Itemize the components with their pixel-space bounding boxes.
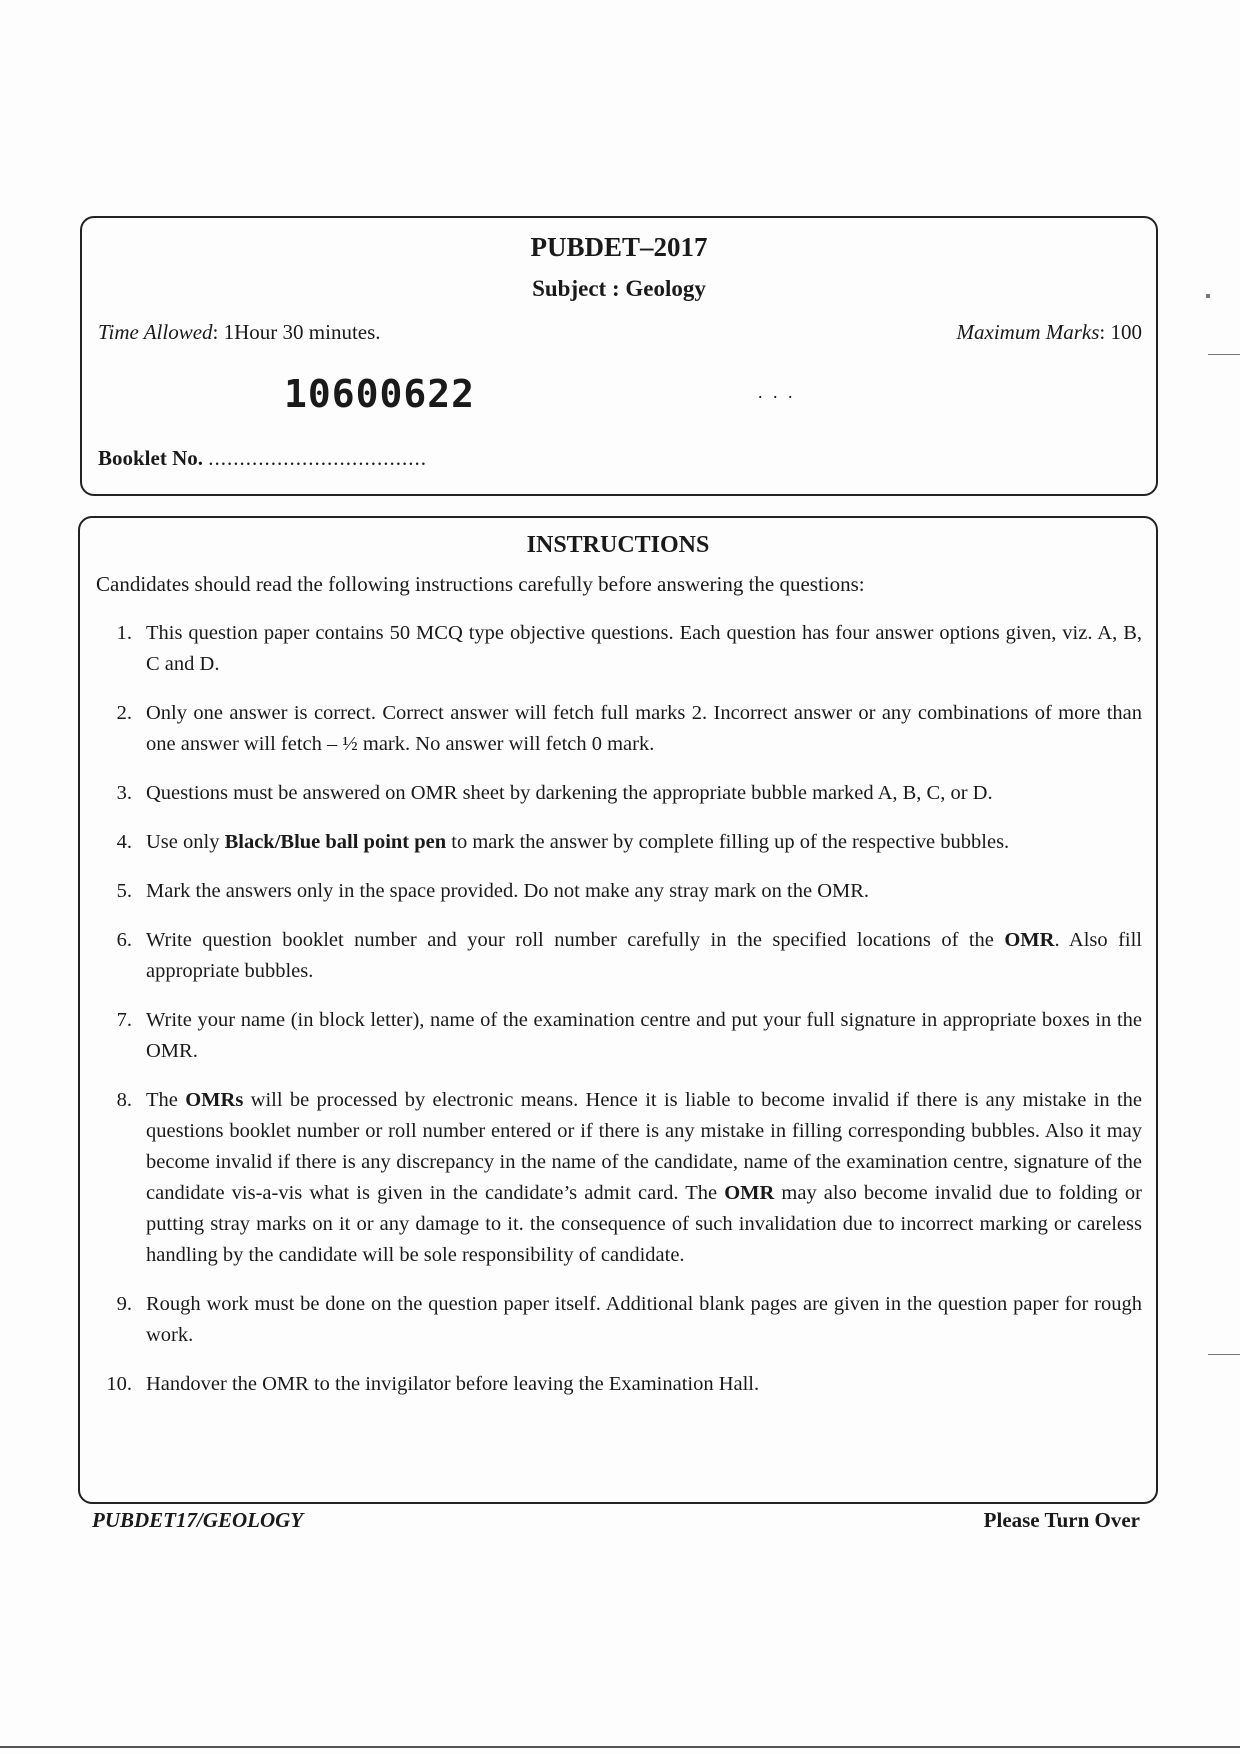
scan-edge-line (0, 1746, 1240, 1748)
item-text-mid: will be processed by electronic means. Hence it is liable to become invalid if there is any mistake in the questions booklet number or roll number entered or if there is any mistake in filling corresponding bubbles. Also it may become invalid if there is any discrepancy in the name of the candidate, name of the examination centre, signature of the candidate vis-a-vis what is given in the candidate’s admit card. The (146, 1089, 1143, 1204)
item-text-bold: OMRs (185, 1089, 244, 1111)
scan-speck (1208, 1354, 1240, 1355)
item-text: Only one answer is correct. Correct answer will fetch full marks 2. Incorrect answer or any combinations of more than one answer will fetch – ½ mark. No answer will fetch 0 mark. (146, 702, 1142, 755)
instruction-item (96, 1289, 1142, 1351)
item-number: 2. (116, 702, 132, 724)
item-text-post: may also become invalid due to folding or putting stray marks on it or any damage to it. the consequence of such invalidation due to incorrect marking or careless handling by the candidate will be sole responsibility of candidate. (146, 1182, 1142, 1266)
item-text-bold: Black/Blue ball point pen (224, 831, 447, 853)
instruction-item (96, 1369, 1142, 1400)
item-text-pre: Use only (146, 831, 225, 853)
instruction-item (96, 1085, 1142, 1271)
instruction-item (96, 827, 1142, 858)
subject-label: Subject (532, 276, 607, 301)
instruction-item (96, 698, 1142, 760)
item-text-post: to mark the answer by complete filling up of the respective bubbles. (446, 831, 1010, 853)
instruction-item (96, 618, 1142, 680)
item-number: 1. (116, 622, 132, 644)
scan-dots: . . . (758, 382, 796, 402)
time-allowed: Time Allowed: 1Hour 30 minutes. (98, 320, 381, 344)
paper-code: PUBDET17/GEOLOGY (92, 1508, 304, 1532)
booklet-label: Booklet No. (98, 446, 203, 470)
booklet-number (98, 446, 427, 471)
item-text: Questions must be answered on OMR sheet by darkening the appropriate bubble marked A, B, C, or D. (146, 782, 993, 804)
booklet-dotline: ................................... (208, 446, 427, 470)
turn-over-note: Please Turn Over (983, 1508, 1140, 1532)
exam-header-box (80, 216, 1158, 496)
instructions-list (96, 618, 1142, 1418)
item-text: Handover the OMR to the invigilator before leaving the Examination Hall. (146, 1373, 760, 1395)
instructions-intro: Candidates should read the following instructions carefully before answering the questions: (96, 572, 865, 596)
time-label: Time Allowed (98, 320, 213, 344)
instruction-item (96, 876, 1142, 907)
subject-value: Geology (625, 276, 706, 301)
item-text-pre: Write question booklet number and your roll number carefully in the specified locations of the (146, 929, 1005, 951)
time-value: 1Hour 30 minutes. (223, 320, 381, 344)
instructions-box (78, 516, 1158, 1504)
subject-line: Subject : Geology (532, 276, 706, 301)
marks-value: 100 (1110, 320, 1142, 344)
item-number: 7. (116, 1009, 132, 1031)
maximum-marks: Maximum Marks: 100 (956, 320, 1142, 344)
scan-speck (1208, 354, 1240, 355)
item-number: 6. (116, 929, 132, 951)
item-text: Rough work must be done on the question paper itself. Additional blank pages are given in the question paper for rough work. (146, 1293, 1142, 1346)
scan-speck (1206, 294, 1210, 298)
item-text: This question paper contains 50 MCQ type objective questions. Each question has four answer options given, viz. A, B, C and D. (146, 622, 1142, 675)
item-text-pre: The (146, 1089, 186, 1111)
item-number: 5. (116, 880, 132, 902)
item-number: 9. (116, 1293, 132, 1315)
item-text: Mark the answers only in the space provided. Do not make any stray mark on the OMR. (146, 880, 870, 902)
item-text: Write your name (in block letter), name of the examination centre and put your full signature in appropriate boxes in the OMR. (146, 1009, 1142, 1062)
item-number: 10. (106, 1373, 132, 1395)
item-text-post: . Also fill appropriate bubbles. (146, 929, 1142, 982)
instruction-item (96, 1005, 1142, 1067)
item-number: 3. (116, 782, 132, 804)
item-text-bold: OMR (1004, 929, 1055, 951)
item-text-bold-2: OMR (724, 1182, 775, 1204)
marks-label: Maximum Marks (956, 320, 1100, 344)
serial-number-stamp: 10600622 (284, 372, 476, 416)
exam-title: PUBDET–2017 (530, 232, 708, 262)
instruction-item (96, 925, 1142, 987)
instructions-title: INSTRUCTIONS (526, 532, 710, 558)
item-number: 4. (116, 831, 132, 853)
instruction-item (96, 778, 1142, 809)
item-number: 8. (116, 1089, 132, 1111)
